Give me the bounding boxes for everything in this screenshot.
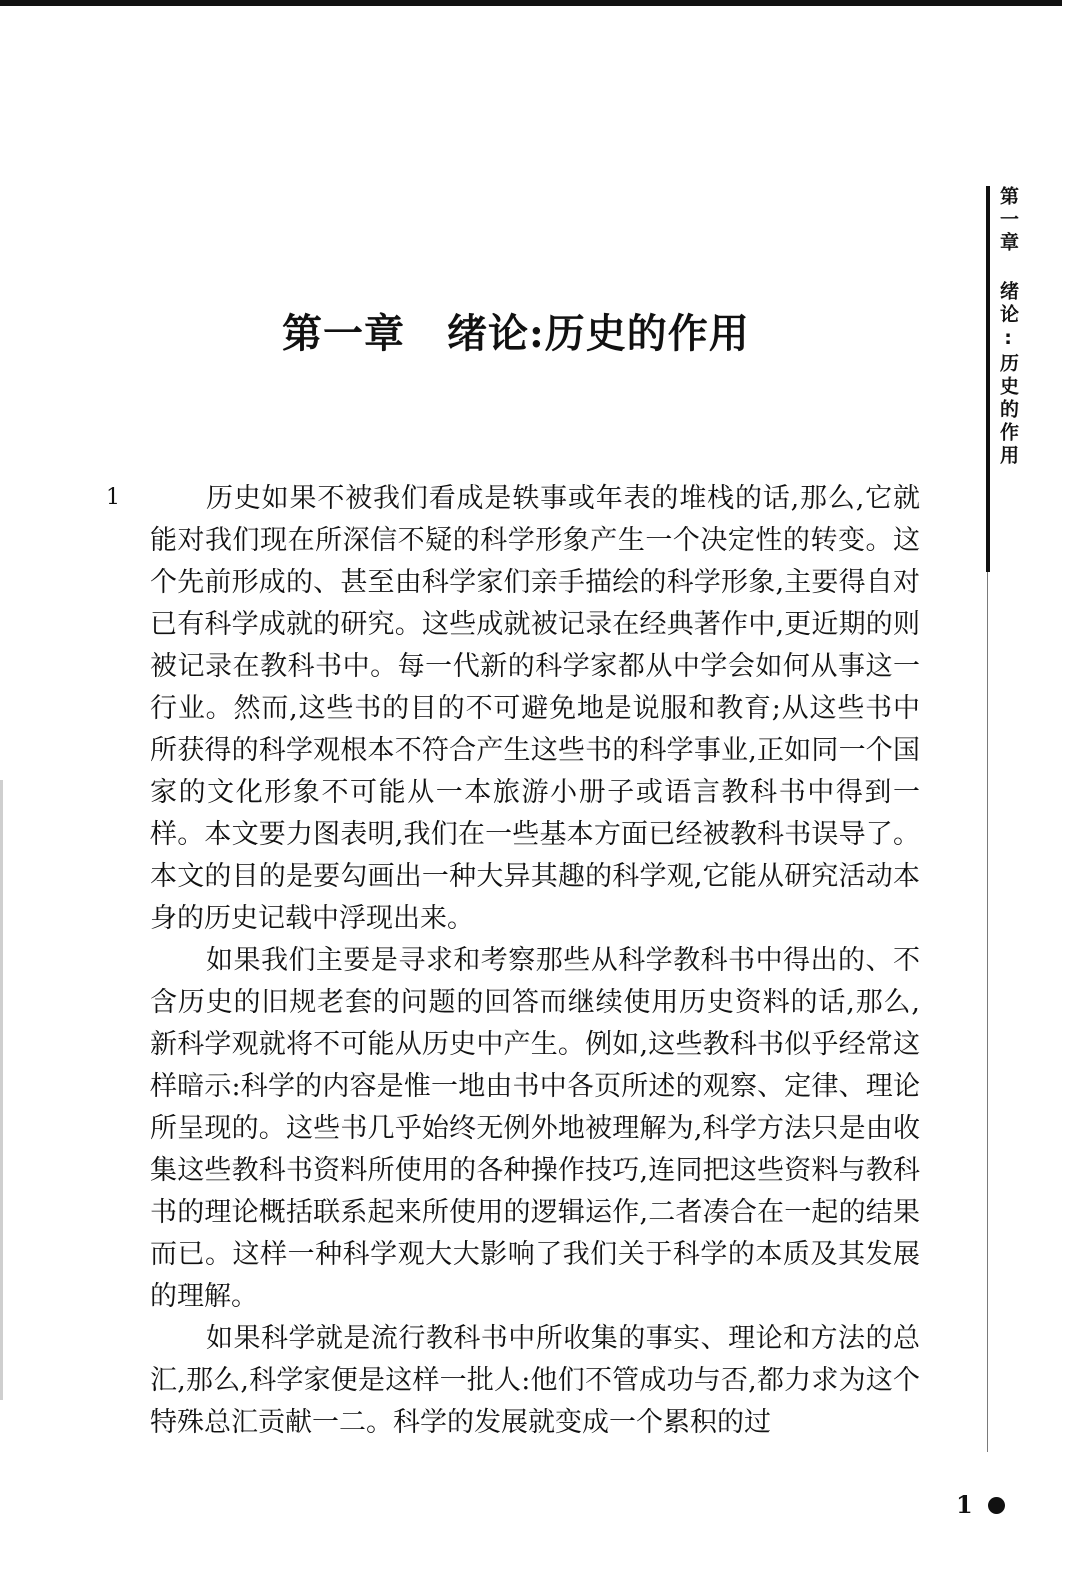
chapter-title-text: 绪论:历史的作用 — [447, 310, 750, 357]
chapter-title — [282, 308, 802, 360]
body-text — [150, 478, 920, 1444]
paragraph-1: 历史如果不被我们看成是轶事或年表的堆栈的话,那么,它就能对我们现在所深信不疑的科学形象产生一个决定性的转变。这个先前形成的、甚至由科学家们亲手描绘的科学形象,主要得自对已有科学成就的研究。这些成就被记录在经典著作中,更近期的则被记录在教科书中。每一代新的科学家都从中学会如何从事这一行业。然而,这些书的目的不可避免地是说服和教育;从这些书中所获得的科学观根本不符合产生这些书的科学事业,正如同一个国家的文化形象不可能从一本旅游小册子或语言教科书中得到一样。本文要力图表明,我们在一些基本方面已经被教科书误导了。本文的目的是要勾画出一种大异其趣的科学观,它能从研究活动本身的历史记载中浮现出来。 — [150, 483, 920, 934]
scan-edge-shadow — [0, 780, 3, 1400]
paragraph-2: 如果我们主要是寻求和考察那些从科学教科书中得出的、不含历史的旧规老套的问题的回答而继续使用历史资料的话,那么,新科学观就将不可能从历史中产生。例如,这些教科书似乎经常这样暗示:科学的内容是惟一地由书中各页所述的观察、定律、理论所呈现的。这些书几乎始终无例外地被理解为,科学方法只是由收集这些教科书资料所使用的各种操作技巧,连同把这些资料与教科书的理论概括联系起来所使用的逻辑运作,二者凑合在一起的结果而已。这样一种科学观大大影响了我们关于科学的本质及其发展的理解。 — [150, 945, 920, 1312]
running-head: 第一章 绪论:历史的作用 — [997, 186, 1019, 468]
margin-page-reference: 1 — [106, 485, 120, 510]
chapter-number-label: 第一章 — [282, 310, 405, 357]
top-border-rule — [0, 0, 1062, 6]
margin-rule — [987, 572, 988, 1452]
paragraph-3: 如果科学就是流行教科书中所收集的事实、理论和方法的总汇,那么,科学家便是这样一批人:他们不管成功与否,都力求为这个特殊总汇贡献一二。科学的发展就变成一个累积的过 — [150, 1323, 920, 1438]
running-head-rule — [986, 186, 990, 572]
page-bullet-icon — [988, 1497, 1005, 1514]
page-number: 1 — [956, 1490, 973, 1519]
